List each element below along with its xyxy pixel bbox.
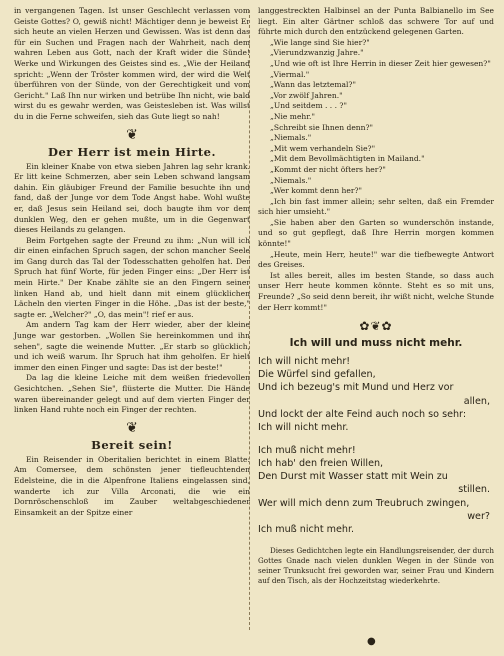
dialog-line: „Wer kommt denn her?" <box>270 186 362 196</box>
article-paragraph: Ein kleiner Knabe von etwa sieben Jahren lag sehr krank. Er litt keine Schmerzen, aber sein Leben schwand langsam dahin. Ein gläubiger Freund der Familie besuchte ihn und fand, daß der Junge vor dem Tode Angst habe. Wohl wußte er, daß Jesus sein Heiland sei, doch baugte ihm vor dem dunklen Weg, den er gehen mußte, um in die Gegenwart dieses Heilands zu gelangen. <box>14 161 250 235</box>
poem-line-continuation: wer? <box>467 511 490 523</box>
article-paragraph: Ist alles bereit, alles im besten Stande, so dass auch unser Herr heute kommen könnte. Steht es so mit uns, Freunde? „So seid denn bereit, ihr wißt nicht, welche Stunde der Herr kommt!" <box>258 270 494 312</box>
poem-line: Ich hab' den freien Willen, <box>258 457 384 469</box>
dialog-line: „Vor zwölf Jahren." <box>270 90 343 100</box>
dialog-line: „Mit wem verhandeln Sie?" <box>270 143 376 153</box>
poem-note: Dieses Gedichtchen legte ein Handlungsreisender, der durch Gottes Gnade nach vielen dunklen Wegen in der Sünde von seiner Trunksucht frei geworden war, seiner Frau und Kindern auf den Tisch, als der Hochzeitstag wiederkehrte. <box>258 545 494 586</box>
right-column <box>258 6 494 586</box>
poem-line: Ich will nicht mehr! <box>258 355 351 367</box>
dialog-line: „Ich bin fast immer allein; sehr selten, daß ein Fremder sich hier umsieht." <box>258 196 494 217</box>
dialog-line: „Und wie oft ist Ihre Herrin in dieser Zeit hier gewesen?" <box>270 58 491 68</box>
poem-line: Und lockt der alte Feind auch noch so sehr: <box>258 409 467 420</box>
dialog-line: „Heute, mein Herr, heute!" war die tiefbewegte Antwort des Greises. <box>258 249 494 270</box>
poem-line: Den Durst mit Wasser statt mit Wein zu <box>258 471 448 483</box>
poem-line-continuation: stillen. <box>458 484 490 496</box>
article-paragraph: Da lag die kleine Leiche mit dem weißen friedevollen Gesichtchen. „Sehen Sie", flüsterte die Mutter. Die Hände waren übereinander gelegt und auf dem vierten Finger der linken Hand ruhte noch ein Finger der rechten. <box>14 373 250 415</box>
dialog-line: „Schreibt sie Ihnen denn?" <box>270 122 374 132</box>
article-paragraph: Ein Reisender in Oberitalien berichtet in einem Blatte: Am Comersee, dem schönsten jener tiefleuchtenden Edelsteine, die in die Alpenfrone Italiens eingelassen sind, wanderte ich zur Villa Arconati, die wie ein Dornröschenschloß im Zauber weltabgeschiedener Einsamkeit an der Spitze einer <box>14 454 250 517</box>
dialog-line: „Niemals." <box>270 175 312 185</box>
poem-line: Wer will mich denn zum Treubruch zwingen, <box>258 497 470 509</box>
column-divider <box>249 10 251 630</box>
article-paragraph: langgestreckten Halbinsel an der Punta Balbianello im See liegt. Ein alter Gärtner schloß das schwere Tor auf und führte mich durch den entzückend gelegenen Garten. <box>258 6 494 37</box>
ornament-icon: ❦ <box>126 126 138 143</box>
article-paragraph: Am andern Tag kam der Herr wieder, aber der kleine Junge war gestorben. „Wollen Sie hereinkommen und ihn sehen", sagte die weinende Mutter. „Er starb so glücklich, und ich weiß warum. Ihr Spruch hat ihm geholfen. Er hielt immer den einen Finger und sagte: Das ist der beste!" <box>14 320 250 372</box>
left-column <box>14 6 250 518</box>
poem-line: Ich muß nicht mehr. <box>258 524 355 536</box>
dialog-line: „Vierundzwanzig Jahre." <box>270 48 364 58</box>
dialog-line: „Niemals." <box>270 133 312 143</box>
poem-stanza <box>258 355 494 435</box>
poem-stanza <box>258 444 494 537</box>
intro-paragraph: in vergangenen Tagen. Ist unser Geschlecht verlassen vom Geiste Gottes? O, gewiß nicht! Mächtiger denn je beweist Er sich heute an vielen Herzen und Gewissen. Was ist denn das für ein Suchen und Fragen nach der Wahrheit, nach dem wahren Leben aus Gott, nach der Kraft wider die Sünde! Werke und Wirkungen des Geistes sind es. „Wie der Heiland spricht: „Wenn der Tröster kommen wird, der wird die Welt überführen von der Sünde, von der Gerechtigkeit und vom Gericht." Laß Ihn nur wirken und betrübe Ihn nicht, wie bald wirst du es gewahr werden, was Geistesleben ist. Was willst du in die Ferne schweifen, sieh das Gute liegt so nah! <box>14 6 250 121</box>
poem-title: Ich will und muss nicht mehr. <box>289 337 463 350</box>
poem-line: Die Würfel sind gefallen, <box>258 369 376 381</box>
article-paragraph: Beim Fortgehen sagte der Freund zu ihm: „Nun will ich dir einen einfachen Spruch sagen, der schon mancher Seele im Gang durch das Tal der Todesschatten geholfen hat. Der Spruch hat fünf Worte, für jeden Finger eins: „Der Herr ist mein Hirte." Der Knabe zählte sie an den Fingern seiner linken Hand ab, und hielt dann mit einem glücklichen Lächeln den vierten Finger in die Höhe. „Das ist der beste," sagte er. „Welcher?" „O, das mein"! rief er aus. <box>14 235 250 319</box>
article-title-hirte: Der Herr ist mein Hirte. <box>48 144 216 159</box>
dialog-line: „Mit dem Bevollmächtigten in Mailand." <box>270 154 425 164</box>
dialog-line: „Und seitdem . . . ?" <box>270 101 347 111</box>
poem-line: Und ich bezeug's mit Mund und Herz vor <box>258 382 454 394</box>
poem-line: Ich muß nicht mehr! <box>258 444 356 456</box>
poem <box>258 355 494 537</box>
dialog-line: „Wie lange sind Sie hier?" <box>270 37 370 47</box>
poem-line-continuation: allen, <box>463 395 490 407</box>
dialog-line: „Viermal." <box>270 69 310 79</box>
poem-line: Ich will nicht mehr. <box>258 422 349 434</box>
page-marker-dot-icon: ● <box>367 636 376 647</box>
dialog-line: „Kommt der nicht öfters her?" <box>270 164 386 174</box>
dialog-line: „Wann das letztemal?" <box>270 80 356 90</box>
dialog-block <box>258 38 494 271</box>
ornament-icon: ❦ <box>126 419 138 436</box>
dialog-line: „Nie mehr." <box>270 111 315 121</box>
dialog-line: „Sie haben aber den Garten so wunderschön instande, und so gut gepflegt, daß Ihre Herrin morgen kommen könnte!" <box>258 217 494 249</box>
floral-ornament-icon: ✿❦✿ <box>359 319 393 334</box>
article-title-bereit: Bereit sein! <box>91 437 173 452</box>
